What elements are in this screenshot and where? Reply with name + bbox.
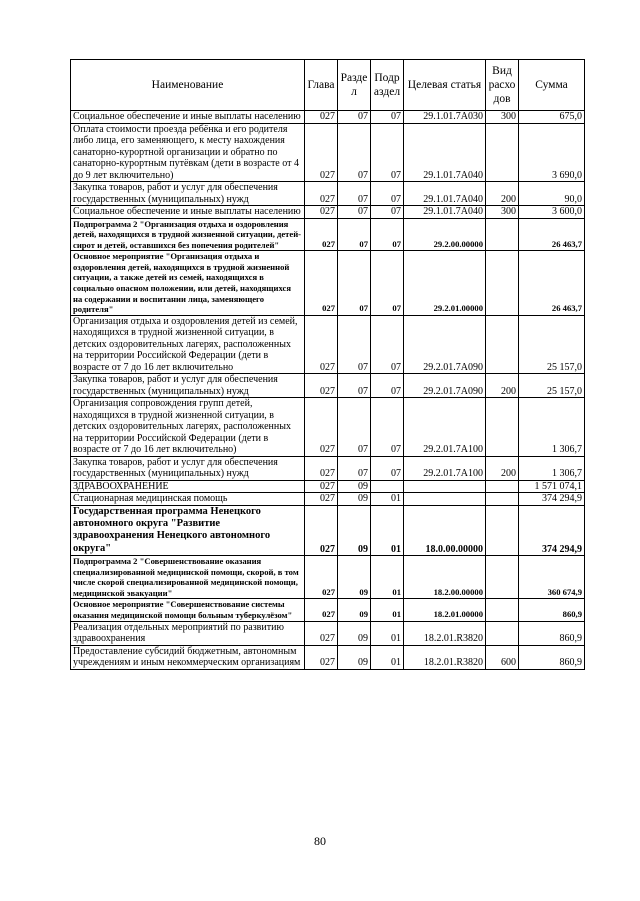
row-razdel: 07 xyxy=(338,218,371,251)
row-podrazdel: 07 xyxy=(371,315,404,374)
row-sum: 25 157,0 xyxy=(519,374,585,398)
row-target: 29.1.01.7А040 xyxy=(404,206,486,219)
table-row xyxy=(71,123,585,182)
row-podrazdel: 07 xyxy=(371,251,404,316)
row-target: 29.2.00.00000 xyxy=(404,218,486,251)
row-glava: 027 xyxy=(305,456,338,480)
row-podrazdel: 01 xyxy=(371,621,404,645)
row-target: 29.2.01.7А100 xyxy=(404,398,486,457)
row-target: 29.2.01.7А100 xyxy=(404,456,486,480)
row-podrazdel: 01 xyxy=(371,556,404,599)
row-name: Государственная программа Ненецкого автономного округа "Развитие здравоохранения Ненецкого автономного округа" xyxy=(71,505,305,555)
row-razdel: 09 xyxy=(338,599,371,621)
row-razdel: 09 xyxy=(338,480,371,493)
row-vid xyxy=(486,218,519,251)
row-glava: 027 xyxy=(305,374,338,398)
row-sum: 26 463,7 xyxy=(519,218,585,251)
row-target: 18.2.01.R3820 xyxy=(404,645,486,669)
row-name: Социальное обеспечение и иные выплаты населению xyxy=(71,206,305,219)
row-vid: 200 xyxy=(486,374,519,398)
row-sum: 374 294,9 xyxy=(519,505,585,555)
row-name: Организация сопровождения групп детей, находящихся в трудной жизненной ситуации, в детских оздоровительных лагерях, расположенных на территории Российской Федерации (дети в возрасте от 7 до 16 лет включительно) xyxy=(71,398,305,457)
row-glava: 027 xyxy=(305,123,338,182)
row-name: Организация отдыха и оздоровления детей из семей, находящихся в трудной жизненной ситуации, в детских оздоровительных лагерях, расположенных на территории Российской Федерации (дети в возрасте от 7 до 16 лет включительно xyxy=(71,315,305,374)
row-sum: 90,0 xyxy=(519,182,585,206)
row-vid: 200 xyxy=(486,182,519,206)
row-razdel: 07 xyxy=(338,398,371,457)
row-podrazdel: 01 xyxy=(371,645,404,669)
row-target: 29.1.01.7А030 xyxy=(404,111,486,124)
row-razdel: 07 xyxy=(338,456,371,480)
row-glava: 027 xyxy=(305,111,338,124)
row-podrazdel xyxy=(371,480,404,493)
row-podrazdel: 07 xyxy=(371,111,404,124)
row-razdel: 07 xyxy=(338,182,371,206)
table-row xyxy=(71,206,585,219)
header-glava: Глава xyxy=(305,60,338,111)
row-razdel: 07 xyxy=(338,123,371,182)
row-glava: 027 xyxy=(305,645,338,669)
row-sum: 1 306,7 xyxy=(519,398,585,457)
row-podrazdel: 07 xyxy=(371,206,404,219)
row-target: 29.2.01.7А090 xyxy=(404,374,486,398)
row-target: 29.2.01.7А090 xyxy=(404,315,486,374)
row-podrazdel: 07 xyxy=(371,123,404,182)
row-sum: 25 157,0 xyxy=(519,315,585,374)
header-name: Наименование xyxy=(71,60,305,111)
row-glava: 027 xyxy=(305,398,338,457)
row-podrazdel: 07 xyxy=(371,374,404,398)
table-row xyxy=(71,398,585,457)
row-target xyxy=(404,493,486,506)
row-name: Закупка товаров, работ и услуг для обеспечения государственных (муниципальных) нужд xyxy=(71,182,305,206)
row-podrazdel: 07 xyxy=(371,218,404,251)
row-vid xyxy=(486,123,519,182)
budget-table xyxy=(70,59,585,670)
row-sum: 860,9 xyxy=(519,645,585,669)
row-name: Подпрограмма 2 "Организация отдыха и оздоровления детей, находящихся в трудной жизненной ситуации, детей-сирот и детей, оставшихся без попечения родителей" xyxy=(71,218,305,251)
row-podrazdel: 01 xyxy=(371,493,404,506)
row-glava: 027 xyxy=(305,599,338,621)
table-row xyxy=(71,493,585,506)
row-vid xyxy=(486,556,519,599)
row-razdel: 09 xyxy=(338,493,371,506)
row-glava: 027 xyxy=(305,621,338,645)
row-razdel: 09 xyxy=(338,505,371,555)
header-razdel: Раздел xyxy=(338,60,371,111)
header-sum: Сумма xyxy=(519,60,585,111)
row-name: Подпрограмма 2 "Совершенствование оказания специализированной медицинской помощи, скорой, в том числе скорой специализированной медицинской помощи, медицинской эвакуации" xyxy=(71,556,305,599)
row-vid: 300 xyxy=(486,206,519,219)
row-target: 29.2.01.00000 xyxy=(404,251,486,316)
row-target: 18.2.00.00000 xyxy=(404,556,486,599)
row-target: 29.1.01.7А040 xyxy=(404,182,486,206)
table-row xyxy=(71,645,585,669)
row-sum: 360 674,9 xyxy=(519,556,585,599)
row-vid xyxy=(486,315,519,374)
table-row xyxy=(71,480,585,493)
row-vid: 300 xyxy=(486,111,519,124)
row-sum: 1 306,7 xyxy=(519,456,585,480)
row-vid xyxy=(486,493,519,506)
row-name: Основное мероприятие "Совершенствование системы оказания медицинской помощи больным туберкулёзом" xyxy=(71,599,305,621)
row-name: Закупка товаров, работ и услуг для обеспечения государственных (муниципальных) нужд xyxy=(71,456,305,480)
row-vid: 600 xyxy=(486,645,519,669)
row-glava: 027 xyxy=(305,218,338,251)
header-vid: Вид расходов xyxy=(486,60,519,111)
row-sum: 860,9 xyxy=(519,599,585,621)
row-sum: 3 600,0 xyxy=(519,206,585,219)
row-name: Социальное обеспечение и иные выплаты населению xyxy=(71,111,305,124)
row-glava: 027 xyxy=(305,182,338,206)
row-sum: 1 571 074,1 xyxy=(519,480,585,493)
row-target: 18.0.00.00000 xyxy=(404,505,486,555)
row-podrazdel: 01 xyxy=(371,599,404,621)
row-razdel: 09 xyxy=(338,556,371,599)
row-glava: 027 xyxy=(305,206,338,219)
table-header-row xyxy=(71,60,585,111)
row-name: Стационарная медицинская помощь xyxy=(71,493,305,506)
row-razdel: 07 xyxy=(338,251,371,316)
table-row xyxy=(71,456,585,480)
row-podrazdel: 07 xyxy=(371,182,404,206)
row-glava: 027 xyxy=(305,493,338,506)
row-target: 18.2.01.00000 xyxy=(404,599,486,621)
row-name: Оплата стоимости проезда ребёнка и его родителя либо лица, его заменяющего, к месту нахождения санаторно-курортной организации и обратно по санаторно-курортным путёвкам (дети в возрасте от 4 до 9 лет включительно) xyxy=(71,123,305,182)
header-podrazdel: Подраздел xyxy=(371,60,404,111)
table-row xyxy=(71,599,585,621)
row-sum: 26 463,7 xyxy=(519,251,585,316)
row-podrazdel: 07 xyxy=(371,398,404,457)
row-target xyxy=(404,480,486,493)
row-vid xyxy=(486,621,519,645)
table-row xyxy=(71,374,585,398)
row-razdel: 09 xyxy=(338,621,371,645)
row-sum: 860,9 xyxy=(519,621,585,645)
row-glava: 027 xyxy=(305,505,338,555)
row-razdel: 07 xyxy=(338,111,371,124)
row-razdel: 07 xyxy=(338,315,371,374)
row-target: 18.2.01.R3820 xyxy=(404,621,486,645)
row-razdel: 09 xyxy=(338,645,371,669)
row-podrazdel: 01 xyxy=(371,505,404,555)
table-row xyxy=(71,505,585,555)
row-name: ЗДРАВООХРАНЕНИЕ xyxy=(71,480,305,493)
header-target: Целевая статья xyxy=(404,60,486,111)
row-podrazdel: 07 xyxy=(371,456,404,480)
row-vid xyxy=(486,599,519,621)
row-name: Предоставление субсидий бюджетным, автономным учреждениям и иным некоммерческим организациям xyxy=(71,645,305,669)
row-vid xyxy=(486,480,519,493)
table-row xyxy=(71,251,585,316)
table-row xyxy=(71,621,585,645)
row-vid xyxy=(486,398,519,457)
table-row xyxy=(71,111,585,124)
row-glava: 027 xyxy=(305,251,338,316)
row-glava: 027 xyxy=(305,556,338,599)
table-row xyxy=(71,218,585,251)
table-row xyxy=(71,556,585,599)
row-name: Реализация отдельных мероприятий по развитию здравоохранения xyxy=(71,621,305,645)
row-vid xyxy=(486,505,519,555)
table-row xyxy=(71,315,585,374)
row-razdel: 07 xyxy=(338,374,371,398)
row-vid: 200 xyxy=(486,456,519,480)
row-name: Основное мероприятие "Организация отдыха и оздоровления детей, находящихся в трудной жизненной ситуации, а также детей из семей, находящихся в социально опасном положении, или детей, находящихся на содержании и воспитании лица, заменяющего родителя" xyxy=(71,251,305,316)
row-target: 29.1.01.7А040 xyxy=(404,123,486,182)
row-sum: 3 690,0 xyxy=(519,123,585,182)
row-razdel: 07 xyxy=(338,206,371,219)
page-number: 80 xyxy=(314,834,326,848)
row-vid xyxy=(486,251,519,316)
table-row xyxy=(71,182,585,206)
row-name: Закупка товаров, работ и услуг для обеспечения государственных (муниципальных) нужд xyxy=(71,374,305,398)
row-glava: 027 xyxy=(305,315,338,374)
row-glava: 027 xyxy=(305,480,338,493)
row-sum: 374 294,9 xyxy=(519,493,585,506)
row-sum: 675,0 xyxy=(519,111,585,124)
